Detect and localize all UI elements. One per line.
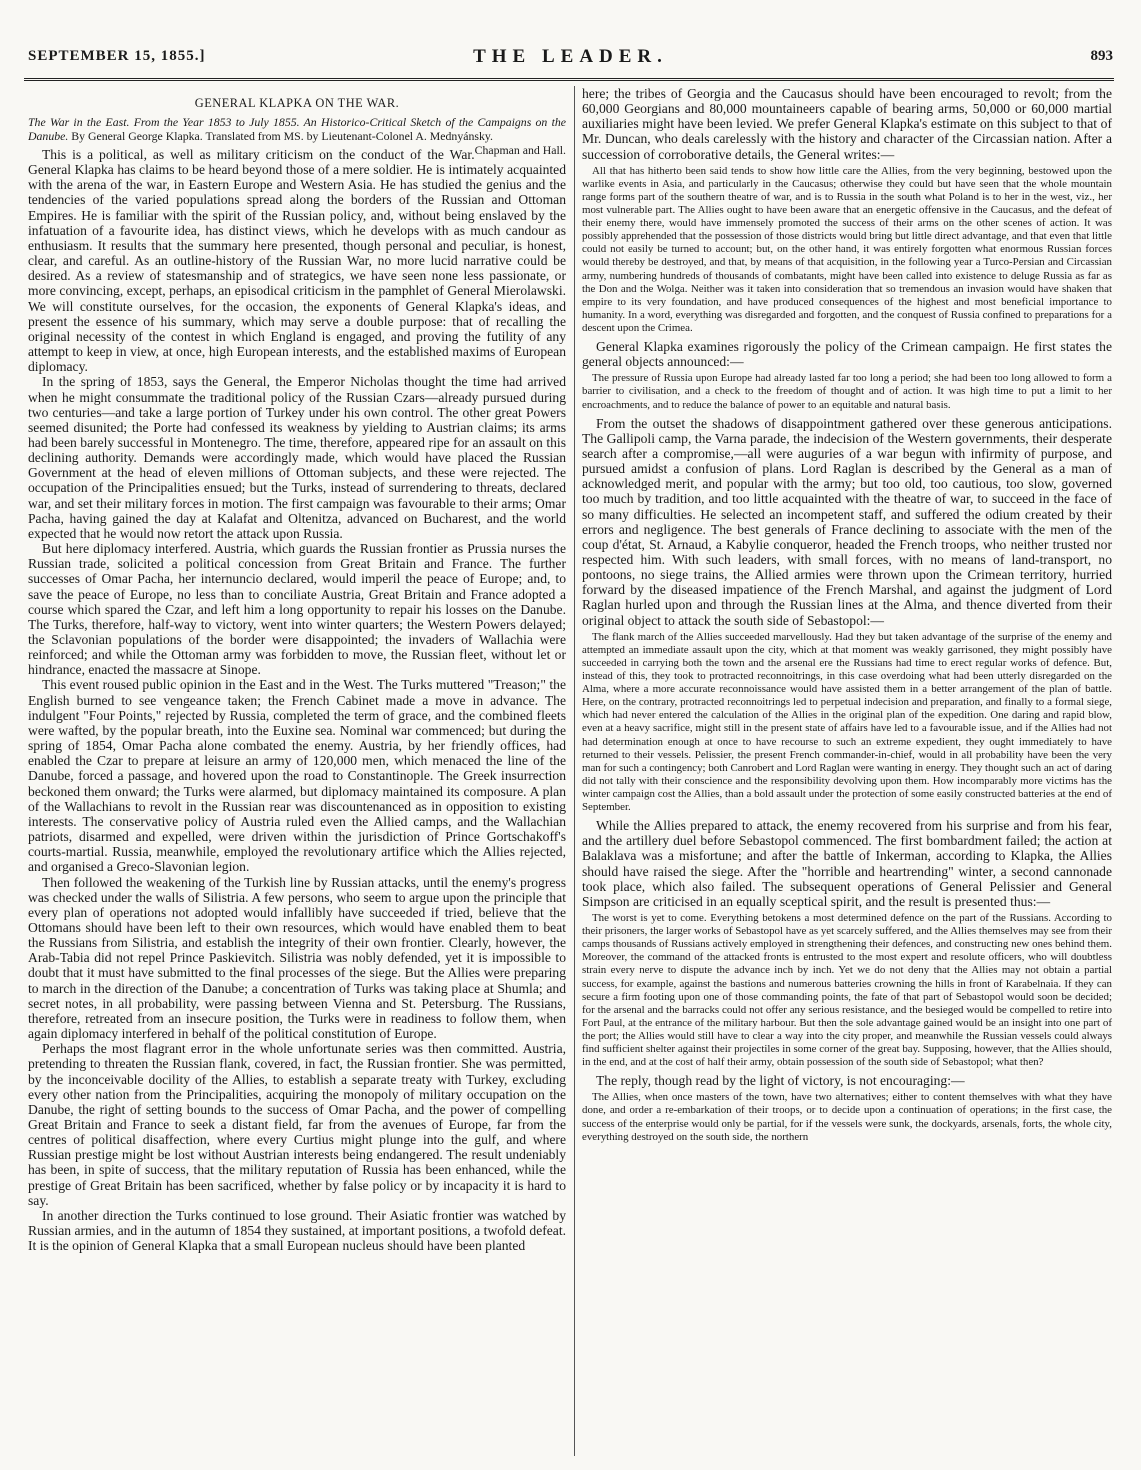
page-header — [28, 48, 1113, 74]
book-author: By General George Klapka. Translated from MS. by Lieutenant-Colonel A. Mednyánsky. — [71, 129, 493, 143]
paragraph: General Klapka examines rigorously the policy of the Crimean campaign. He first states the general objects announced:— — [582, 339, 1112, 370]
book-citation — [28, 115, 566, 157]
book-title: The War in the East. From the Year 1853 to July 1855. An Historico-Critical Sketch of the Campaigns on the Danube. — [28, 115, 566, 143]
block-quote: The pressure of Russia upon Europe had already lasted far too long a period; she had been too long allowed to form a barrier to civilisation, and a check to the freedom of thought and of action. It was high time to put a limit to her encroachments, and to reduce the balance of power to an equitable and natural basis. — [582, 372, 1112, 411]
block-quote: The Allies, when once masters of the town, have two alternatives; either to content themselves with what they have done, and order a re-embarkation of their troops, or to decide upon a continuation of operations; in the first case, the success of the enterprise would only be partial, for if the vessels were sunk, the dockyards, arsenals, forts, the whole city, everything destroyed on the south side, the northern — [582, 1091, 1112, 1143]
header-rule — [24, 78, 1114, 81]
paragraph: In the spring of 1853, says the General, the Emperor Nicholas thought the time had arrived when he might consummate the traditional policy of the Russian Czars—already pursued during two centuries—and take a large portion of Turkey under his own control. The other great Powers seemed disunited; the Porte had confessed its weakness by yielding to Austrian claims; its arms had been barely successful in Montenegro. The time, therefore, appeared ripe for an assault on this declining authority. Demands were accordingly made, which would have placed the Russian Government at the head of eleven millions of Ottoman subjects, and these were rejected. The occupation of the Principalities ensued; but the Turks, instead of surrendering to threats, declared war, and set their military forces in motion. The first campaign was favourable to their arms; Omar Pacha, having gained the day at Kalafat and Oltenitza, advanced on Bucharest, and the world expected that he would now retort the attack upon Russia. — [28, 374, 566, 541]
article-title: GENERAL KLAPKA ON THE WAR. — [194, 96, 400, 110]
paragraph: here; the tribes of Georgia and the Caucasus should have been encouraged to revolt; from the 60,000 Georgians and 80,000 mountaineers capable of bearing arms, 50,000 or 60,000 martial auxiliaries might have been levied. We prefer General Klapka's estimate on this subject to that of Mr. Duncan, who deals carelessly with the history and character of the Circassian nation. After a succession of corroborative details, the General writes:— — [582, 86, 1112, 162]
block-quote: The worst is yet to come. Everything betokens a most determined defence on the part of the Russians. According to their prisoners, the larger works of Sebastopol have as yet scarcely suffered, and the Allies themselves may see from their camps thousands of Russians actively employed in strengthening their defences, and constructing new ones behind them. Moreover, the command of the attacked fronts is entrusted to the most expert and resolute officers, who will doubtless strain every nerve to dispute the advance inch by inch. Yet we do not deny that the Allies may not obtain a partial success, for example, against the bastions and numerous batteries crowning the hills in front of Karabelnaia. If they can secure a firm footing upon one of those commanding points, the fate of that part of Sebastopol would soon be decided; for the arsenal and the barracks could not offer any serious resistance, and the besieged would be compelled to retire into Fort Paul, at the entrance of the military harbour. But then the sole advantage gained would be an insight into one part of the port; the Allies would still have to clear a way into the city proper, and meanwhile the Russian vessels could always find sufficient shelter against their projectiles in some corner of the great bay. Supposing, however, that the Allies should, in the end, and at the cost of half their army, obtain possession of the south side of Sebastopol; what then? — [582, 912, 1112, 1069]
paragraph: In another direction the Turks continued to lose ground. Their Asiatic frontier was watched by Russian armies, and in the autumn of 1854 they sustained, at important positions, a twofold defeat. It is the opinion of General Klapka that a small European nucleus should have been planted — [28, 1207, 566, 1254]
paragraph: Then followed the weakening of the Turkish line by Russian attacks, until the enemy's progress was checked under the walls of Silistria. A few persons, who seem to argue upon the principle that every plan of operations not adopted would infallibly have succeeded if tried, believe that the Ottomans should have been left to their own resources, which would have enabled them to beat the Russians from Silistria, and establish the integrity of their own frontier. Clearly, however, the Arab-Tabia did not repel Prince Paskievitch. Silistria was nobly defended, yet it is impossible to doubt that it must have submitted to the final processes of the siege. But the Allies were preparing to march in the direction of the Danube; a concentration of Turks was taking place at Shumla; and secret notes, in all probability, were passing between Vienna and St. Petersburg. The Russians, therefore, retreated from an insecure position, the Turks were in readiness to follow them, when again diplomacy interfered in behalf of the political constitution of Europe. — [28, 874, 566, 1042]
paragraph: The reply, though read by the light of victory, is not encouraging:— — [596, 1073, 965, 1089]
paragraph: This event roused public opinion in the East and in the West. The Turks muttered "Treason;" the English burned to see vengeance taken; the French Cabinet made a move in advance. The indulgent "Four Points," rejected by Russia, completed the term of grace, and the combined fleets were wafted, by the popular breath, into the Euxine sea. Nominal war commenced; but during the spring of 1854, Omar Pacha alone combated the enemy. Austria, by her friendly offices, had enabled the Czar to prepare at leisure an army of 120,000 men, which menaced the line of the Danube, forced a passage, and hovered upon the road to Constantinople. The Greek insurrection beckoned them onward; the Turks were alarmed, but diplomacy maintained its composure. A plan of the Wallachians to revolt in the Russian rear was discountenanced as in opposition to existing interests. The conservative policy of Austria ruled even the Allied camps, and the Wallachian patriots, disarmed and expelled, were driven within the jurisdiction of Prince Gortschakoff's courts-martial. Russia, meanwhile, employed the revolutionary artifice which the Allies rejected, and organised a Greco-Slavonian legion. — [28, 677, 566, 875]
masthead-title: THE LEADER. — [473, 46, 668, 67]
paragraph: While the Allies prepared to attack, the enemy recovered from his surprise and from his fear, and the artillery duel before Sebastopol commenced. The first bombardment failed; the action at Balaklava was a misfortune; and after the battle of Inkerman, according to Klapka, the Allies should have raised the siege. After the "horrible and heartrending" winter, a second cannonade took place, which also failed. The subsequent operations of General Pelissier and General Simpson are criticised in an equally sceptical spirit, and the result is presented thus:— — [582, 818, 1112, 909]
block-quote: All that has hitherto been said tends to show how little care the Allies, from the very beginning, bestowed upon the warlike events in Asia, and particularly in the Caucasus; otherwise they could but have seen that the whole mountain range forms part of the southern theatre of war, and is to Russia in the south what Poland is to her in the west, viz., her most vulnerable part. The Allies ought to have been aware that an energetic offensive in the Caucasus, and the defeat of their enemy there, would have immensely promoted the success of their arms on the other scenes of action. It was possibly apprehended that the possession of those districts would bring but little direct advantage, and that even that little could not easily be turned to account; but, on the other hand, it was entirely forgotten what enormous Russian forces would thereby be destroyed, and that, by means of that acquisition, in the following year a Turco-Persian and Circassian army, numbering hundreds of thousands of combatants, might have been called into existence to deluge Russia as far as the Don and the Wolga. Neither was it taken into consideration that so tremendous an invasion would have shaken that empire to its very foundation, and have produced consequences of the highest and most beneficial importance to humanity. In a word, everything was disregarded and forgotten, and the conquest of Russia confined to preparations for a descent upon the Crimea. — [582, 164, 1112, 334]
paragraph: Perhaps the most flagrant error in the whole unfortunate series was then committed. Austria, pretending to threaten the Russian flank, covered, in fact, the Russian frontier. She was permitted, by the inconceivable docility of the Allies, to establish a separate treaty with Turkey, excluding every other nation from the Principalities, acquiring the monopoly of military occupation on the Danube, the right of setting bounds to the success of Omar Pacha, and the power of compelling Great Britain and France to seek a distant field, far from the avenues of Europe, far from the centres of political disaffection, where every Curtius might plunge into the gulf, and where Russian prestige might be lost without Austrian interests being endangered. The result undeniably has been, in spite of success, that the military reputation of Russia has been enhanced, while the prestige of Great Britain has been sacrificed, whether by false policy or by incapacity it is hard to say. — [28, 1041, 566, 1208]
paragraph: From the outset the shadows of disappointment gathered over these generous anticipations. The Gallipoli camp, the Varna parade, the indecision of the Western governments, their desperate search after a compromise,—all were auguries of a war begun with infirmity of purpose, and pursued amidst a confusion of plans. Lord Raglan is described by the General as a man of acknowledged merit, and popular with the army; but too old, too cautious, too slow, governed too much by tradition, and too little acquainted with the theatre of war, to succeed in the face of so many difficulties. He selected an incompetent staff, and suffered the odium created by their errors and negligence. The best generals of France declining to associate with the men of the coup d'état, St. Arnaud, a Kabylie conqueror, headed the French troops, who neither trusted nor respected him. With such leaders, with small forces, with no means of land-transport, no pontoons, no siege trains, the Allied armies were thrown upon the Crimean territory, hurried forward by the diseased impatience of the French Marshal, and against the judgment of Lord Raglan hurled upon and through the Russian lines at the Alma, and thence diverted from their original object to attack the south side of Sebastopol:— — [582, 415, 1112, 628]
column-divider — [574, 86, 575, 1456]
column-left — [28, 86, 566, 1456]
book-publisher: Chapman and Hall. — [474, 143, 566, 157]
paragraph: But here diplomacy interfered. Austria, which guards the Russian frontier as Prussia nurses the Russian trade, solicited a political concession from Great Britain and France. The further successes of Omar Pacha, her internuncio declared, would imperil the peace of Europe; and, to save the peace of Europe, no less than to conciliate Austria, Great Britain and France adopted a course which spared the Czar, and left him a long opportunity to repair his losses on the Danube. The Turks, therefore, half-way to victory, went into winter quarters; the Western Powers delayed; the Sclavonian populations of the border were disappointed; the invaders of Wallachia were reinforced; and while the Ottoman army was forbidden to move, the Russian fleet, without let or hindrance, enacted the massacre at Sinope. — [28, 541, 566, 678]
block-quote: The flank march of the Allies succeeded marvellously. Had they but taken advantage of the surprise of the enemy and attempted an immediate assault upon the city, which at that moment was weakly garrisoned, they might possibly have succeeded in carrying both the town and the arsenal ere the Russians had time to erect regular works of defence. But, instead of this, they took to protracted reconnoitrings, in this case overdoing what had been utterly disregarded on the Alma, where a more accurate reconnoissance would have assisted them in a better arrangement of the plan of battle. Here, on the contrary, protracted reconnoitrings led to perpetual indecision and preparation, and finally to a formal siege, which had never entered the calculation of the Allies in the original plan of the expedition. One daring and rapid blow, even at a heavy sacrifice, might still in the present state of affairs have led to a favourable issue, and if the Allies had not had determination enough at once to have recourse to such an extreme expedient, they ought immediately to have returned to their vessels. Pelissier, the present French commander-in-chief, would in all probability have been the very man for such a contingency; both Canrobert and Lord Raglan were wanting in energy. They thought such an act of daring did not tally with their conscience and the responsibility devolving upon them. How incomparably more victims has the winter campaign cost the Allies, than a bold assault under the protection of some easily constructed batteries at the end of September. — [582, 630, 1112, 813]
column-right — [582, 86, 1112, 1456]
issue-date: SEPTEMBER 15, 1855.] — [28, 48, 206, 64]
page-number: 893 — [1090, 48, 1113, 64]
paragraph: This is a political, as well as military criticism on the conduct of the War. General Klapka has claims to be heard beyond those of a mere soldier. He is intimately acquainted with the arena of the war, in Eastern Europe and Western Asia. He has studied the genius and the tendencies of the varied populations spread along the borders of the Russian and Ottoman Empires. He is familiar with the spirit of the Russian policy, and, without being enslaved by the infatuation of a favourite idea, has distinct views, which he develops with as much candour as enthusiasm. It results that the summary here presented, though personal and peculiar, is honest, clear, and careful. As an outline-history of the Russian War, no more lucid narrative could be desired. As a review of statesmanship and of strategics, we have seen none less passionate, or more convincing, except, perhaps, an episodical criticism in the pamphlet of General Mierolawski. We will constitute ourselves, for the occasion, the exponents of General Klapka's ideas, and present the essence of his summary, which may serve a double purpose: that of recalling the original necessity of the contest in which England is engaged, and proving the futility of any attempt to keep in view, at once, high European interests, and the established maxims of European diplomacy. — [28, 147, 566, 375]
